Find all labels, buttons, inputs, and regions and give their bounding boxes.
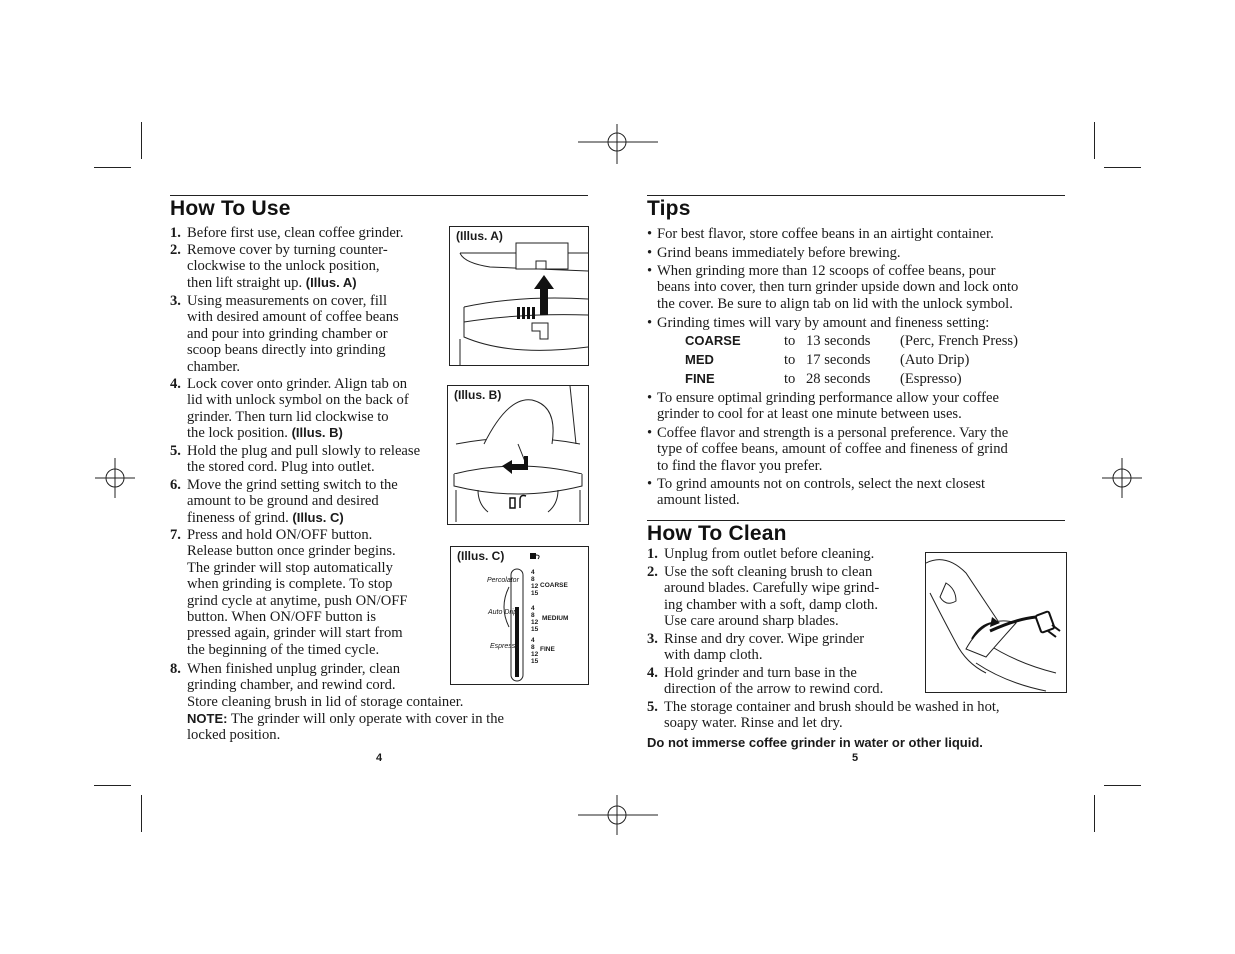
how-to-use-step [170,293,399,375]
step-line: Rinse and dry cover. Wipe grinder [664,631,865,647]
step-number: 4. [647,665,658,681]
step-line [187,326,399,342]
step-text: Lock cover onto grinder. Align tab on [187,376,408,392]
step-line: direction of the arrow to rewind cord. [664,681,884,698]
step-text: Using measurements on cover, fill [187,293,388,309]
heading-rule [647,195,1065,196]
step-text: then lift straight up. [187,274,303,291]
tip-line: grinder to cool for at least one minute between uses. [657,406,962,423]
medium-label: MEDIUM [542,615,569,622]
step-line [187,376,409,392]
scale-number: 12 [531,651,539,658]
bullet-icon: • [647,425,653,441]
tip-line: type of coffee beans, amount of coffee and fineness of grind [657,441,1008,458]
tip-item [647,390,999,423]
note-label: NOTE: [187,711,228,726]
coarse-label: COARSE [540,582,568,589]
step-line [187,275,388,291]
step-text: grinding chamber, and rewind cord. [187,677,396,694]
brew-use: (Auto Drip) [900,352,970,368]
step-number: 7. [170,527,181,543]
step-number: 2. [647,564,658,580]
step-text: with desired amount of coffee beans [187,309,399,326]
page-number-right: 5 [852,752,859,764]
illus-c-label: (Illus. C) [457,549,505,563]
step-line [187,527,408,543]
step-line: Use care around sharp blades. [664,613,839,630]
crop-mark [1094,122,1095,159]
bullet-icon: • [647,226,653,242]
step-text: Before first use, clean coffee grinder. [187,225,404,241]
heading-rule [647,520,1065,521]
illus-c-panel [450,546,589,685]
step-number: 5. [170,443,181,459]
step-line [187,642,408,658]
step-line: ing chamber with a soft, damp cloth. [664,596,878,613]
step-line [187,694,463,710]
time-to-word: to [784,352,796,368]
step-line: Use the soft cleaning brush to clean [664,564,873,580]
step-line: The storage container and brush should be washed in hot, [664,699,1000,715]
step-text: the lock position. [187,425,288,442]
registration-mark-top [578,124,658,164]
rewind-cord-drawing [926,553,1066,692]
bullet-icon: • [647,315,653,331]
crop-mark [1094,795,1095,832]
registration-mark-right [1102,458,1142,498]
scale-number: 12 [531,583,539,590]
illustration-reference: (Illus. B) [291,425,343,441]
step-text: lid with unlock symbol on the back of [187,392,409,409]
heading-rule [170,195,588,196]
how-to-use-step [170,477,398,526]
illus-b-label: (Illus. B) [454,388,502,402]
tip-line: to find the flavor you prefer. [657,457,823,474]
tip-item [647,263,1018,312]
step-text: grinder. Then turn lid clockwise to [187,408,389,425]
how-to-use-step [170,376,409,442]
bullet-icon: • [647,476,653,492]
tip-line: Grind beans immediately before brewing. [657,245,901,261]
how-to-use-step [170,225,404,241]
step-text: Store cleaning brush in lid of storage container. [187,693,464,710]
cleaning-illustration-panel [925,552,1067,693]
step-text: Press and hold ON/OFF button. [187,527,373,543]
step-number: 4. [170,376,181,392]
step-line [187,242,388,258]
step-line [187,493,398,509]
how-to-clean-heading: How To Clean [647,522,787,545]
step-line [187,459,420,475]
time-to-word: to [784,371,796,387]
note-line [187,727,504,743]
step-line [187,543,408,559]
illustration-reference: (Illus. A) [305,274,357,290]
note-line [187,711,504,727]
step-line [187,593,408,609]
tip-line: Grinding times will vary by amount and fineness setting: [657,315,990,331]
tip-item [647,245,901,261]
step-text: and pour into grinding chamber or [187,325,388,342]
step-line: with damp cloth. [664,647,763,664]
illus-b-panel [447,385,589,525]
how-to-clean-step [647,546,874,562]
bullet-icon: • [647,245,653,261]
tip-line: To grind amounts not on controls, select the next closest [657,476,986,492]
illus-a-panel [449,226,589,366]
time-to: 17 seconds [806,352,871,368]
brew-use: (Perc, French Press) [900,333,1018,349]
tip-line: the cover. Be sure to align tab on lid with the unlock symbol. [657,295,1013,312]
step-number: 5. [647,699,658,715]
step-text: Hold the plug and pull slowly to release [187,443,421,459]
fine-label: FINE [540,646,555,653]
step-line [187,443,420,459]
scale-number: 15 [531,626,539,633]
step-text: When finished unplug grinder, clean [187,661,400,677]
tip-item [647,315,989,331]
tip-line: To ensure optimal grinding performance allow your coffee [657,390,999,406]
step-line [187,409,409,425]
step-text: button. When ON/OFF button is [187,609,377,626]
step-line: soapy water. Rinse and let dry. [664,715,843,732]
bullet-icon: • [647,390,653,406]
step-number: 3. [647,631,658,647]
time-to: 28 seconds [806,371,871,387]
bullet-icon: • [647,263,653,279]
step-line [187,609,408,625]
step-number: 2. [170,242,181,258]
step-line [187,293,399,309]
step-line [187,625,408,641]
step-line [187,510,398,526]
step-line [187,560,408,576]
scale-number: 8 [531,576,535,583]
how-to-use-step [170,661,463,710]
tip-line: When grinding more than 12 scoops of coffee beans, pour [657,263,996,279]
step-number: 6. [170,477,181,493]
crop-mark [94,167,131,168]
scale-number: 4 [531,637,535,644]
how-to-clean-step [647,665,883,698]
step-line [187,425,409,441]
step-number: 8. [170,661,181,677]
step-text: scoop beans directly into grinding [187,342,386,359]
step-text: Move the grind setting switch to the [187,477,398,493]
step-line [187,342,399,358]
crop-mark [141,795,142,832]
crop-mark [94,785,131,786]
step-text: Remove cover by turning counter- [187,242,388,258]
grinder-cover-removal-drawing [450,227,588,365]
how-to-clean-step [647,564,879,630]
step-number: 1. [170,225,181,241]
espresso-label: Espresso [490,643,520,650]
note-text: The grinder will only operate with cover in the [230,711,504,727]
scale-number: 15 [531,590,539,597]
scale-number: 4 [531,605,535,612]
step-line: around blades. Carefully wipe grind- [664,580,880,597]
step-line: Unplug from outlet before cleaning. [664,546,875,562]
grind-setting: FINE [685,371,715,386]
step-number: 1. [647,546,658,562]
tip-item [647,226,994,242]
step-number: 3. [170,293,181,309]
step-text: the beginning of the timed cycle. [187,641,380,658]
step-text: chamber. [187,358,241,375]
grind-setting: COARSE [685,333,741,348]
page-number-left: 4 [376,752,383,764]
auto-drip-label: Auto Drip [488,609,518,616]
step-line [187,359,399,375]
step-line [187,477,398,493]
tip-item [647,476,985,509]
step-text: when grinding is complete. To stop [187,576,393,593]
step-text: grind cycle at anytime, push ON/OFF [187,592,408,609]
how-to-use-step [170,527,408,658]
crop-mark [1104,785,1141,786]
crop-mark [141,122,142,159]
step-text: the stored cord. Plug into outlet. [187,459,375,476]
tips-heading: Tips [647,197,691,220]
how-to-use-step [170,443,420,476]
tip-line: For best flavor, store coffee beans in an airtight container. [657,226,994,242]
step-line [187,677,463,693]
crop-mark [1104,167,1141,168]
step-line [187,661,463,677]
tip-line: amount listed. [657,492,740,509]
step-text: clockwise to the unlock position, [187,258,380,275]
scale-number: 8 [531,644,535,651]
time-to: 13 seconds [806,333,871,349]
step-text: pressed again, grinder will start from [187,625,403,642]
tip-item [647,425,1008,474]
step-text: fineness of grind. [187,509,289,526]
step-line: Hold grinder and turn base in the [664,665,857,681]
note-text: locked position. [187,727,281,744]
how-to-clean-step [647,631,864,664]
step-line [187,309,399,325]
registration-mark-bottom [578,795,658,835]
how-to-use-heading: How To Use [170,197,291,220]
illus-a-label: (Illus. A) [456,229,503,243]
scale-number: 8 [531,612,535,619]
scale-number: 4 [531,569,535,576]
step-text: Release button once grinder begins. [187,543,396,560]
percolator-label: Percolator [487,577,519,584]
grinder-lock-lid-drawing [448,386,588,524]
scale-number: 15 [531,658,539,665]
step-text: The grinder will stop automatically [187,559,393,576]
how-to-clean-step [647,699,1000,732]
scale-number: 12 [531,619,539,626]
warning-text: Do not immerse coffee grinder in water or other liquid. [647,735,983,750]
step-line [187,225,404,241]
how-to-use-step [170,242,388,291]
grind-setting: MED [685,352,714,367]
illustration-reference: (Illus. C) [292,509,344,525]
brew-use: (Espresso) [900,371,962,387]
time-to-word: to [784,333,796,349]
registration-mark-left [95,458,135,498]
step-line [187,258,388,274]
tip-line: beans into cover, then turn grinder upside down and lock onto [657,279,1019,296]
step-line [187,392,409,408]
note [170,711,504,744]
step-line [187,576,408,592]
tip-line: Coffee flavor and strength is a personal preference. Vary the [657,425,1009,441]
step-text: amount to be ground and desired [187,493,379,510]
